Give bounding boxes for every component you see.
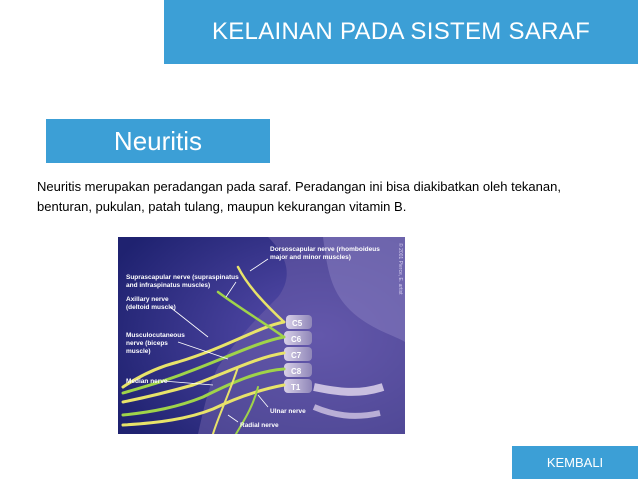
vertebra-label-c6: C6 xyxy=(291,335,302,344)
copyright-notice: © 2001 Pierce, E. artist xyxy=(397,243,403,295)
label-axillary-line2: (deltoid muscle) xyxy=(126,304,176,311)
label-axillary-line1: Axillary nerve xyxy=(126,296,169,303)
page-title: KELAINAN PADA SISTEM SARAF xyxy=(211,18,591,45)
label-dorsoscapular-line1: Dorsoscapular nerve (rhomboideus xyxy=(270,246,380,253)
back-button-label: KEMBALI xyxy=(546,455,604,470)
brachial-plexus-illustration xyxy=(118,237,405,434)
nerve-diagram xyxy=(118,237,405,434)
label-radial: Radial nerve xyxy=(240,422,279,429)
label-musculocutaneous-line2: nerve (biceps xyxy=(126,340,168,347)
label-suprascapular-line2: and infraspinatus muscles) xyxy=(126,282,211,289)
section-description: Neuritis merupakan peradangan pada saraf. Peradangan ini bisa diakibatkan oleh tekanan, benturan, pukulan, patah tulang, maupun kekurangan vitamin B. xyxy=(37,179,561,214)
vertebra-label-c5: C5 xyxy=(292,319,303,328)
back-button[interactable] xyxy=(512,446,638,479)
label-musculocutaneous-line3: muscle) xyxy=(126,348,151,355)
label-dorsoscapular-line2: major and minor muscles) xyxy=(270,254,351,261)
section-title-box xyxy=(46,119,270,163)
vertebra-label-c8: C8 xyxy=(291,367,302,376)
header-title-bar xyxy=(164,0,638,64)
vertebra-label-t1: T1 xyxy=(291,383,301,392)
label-median: Median nerve xyxy=(126,378,168,385)
label-musculocutaneous-line1: Musculocutaneous xyxy=(126,332,185,339)
vertebra-label-c7: C7 xyxy=(291,351,302,360)
label-ulnar: Ulnar nerve xyxy=(270,408,306,415)
label-suprascapular-line1: Suprascapular nerve (supraspinatus xyxy=(126,274,239,281)
section-title: Neuritis xyxy=(113,125,203,156)
